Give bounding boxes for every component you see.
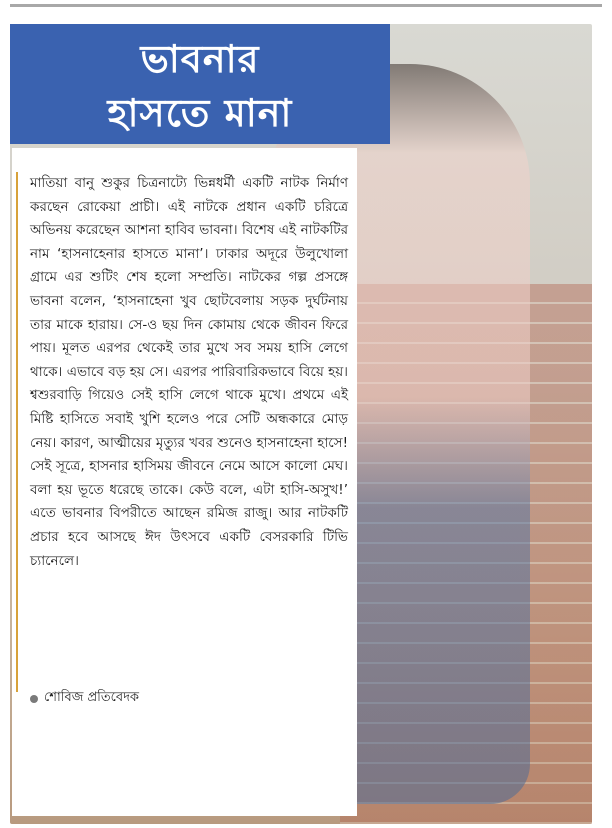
article-column	[12, 148, 357, 816]
headline-box	[10, 24, 390, 144]
top-rule	[10, 4, 602, 7]
byline-text: শোবিজ প্রতিবেদক	[44, 690, 140, 705]
byline-bullet-icon	[30, 695, 38, 703]
article-body: মাতিয়া বানু শুকুর চিত্রনাট্যে ভিন্নধর্মী একটি নাটক নির্মাণ করছেন রোকেয়া প্রাচী। এই নাটকে প্রধান একটি চরিত্রে অভিনয় করেছেন আশনা হাবিব ভাবনা। বিশেষ এই নাটকটির নাম ‘হাসনাহেনার হাসতে মানা’। ঢাকার অদূরে উলুখোলা গ্রামে এর শুটিং শেষ হলো সম্প্রতি। নাটকের গল্প প্রসঙ্গে ভাবনা বলেন, ‘হাসনাহেনা খুব ছোটবেলায় সড়ক দুর্ঘটনায় তার মাকে হারায়। সে-ও ছয় দিন কোমায় থেকে জীবন ফিরে পায়। মূলত এরপর থেকেই তার মুখে সব সময় হাসি লেগে থাকে। এভাবে বড় হয় সে। এরপর পারিবারিকভাবে বিয়ে হয়। শ্বশুরবাড়ি গিয়েও সেই হাসি লেগে থাকে মুখে। প্রথমে এই মিষ্টি হাসিতে সবাই খুশি হলেও পরে সেটি অন্ধকারে মোড় নেয়। কারণ, আত্মীয়ের মৃত্যুর খবর শুনেও হাসনাহেনা হাসে! সেই সূত্রে, হাসনার হাসিময় জীবনে নেমে আসে কালো মেঘ। বলা হয় ভূতে ধরেছে তাকে। কেউ বলে, এটা হাসি-অসুখ!’ এতে ভাবনার বিপরীতে আছেন রমিজ রাজু। আর নাটকটি প্রচার হবে আসছে ঈদ উৎসবে একটি বেসরকারি টিভি চ্যানেলে।	[30, 175, 348, 569]
article-side-rule	[16, 172, 18, 692]
headline-line-2: হাসতে মানা	[107, 91, 293, 135]
byline	[30, 688, 139, 709]
headline-line-1: ভাবনার	[140, 37, 260, 81]
